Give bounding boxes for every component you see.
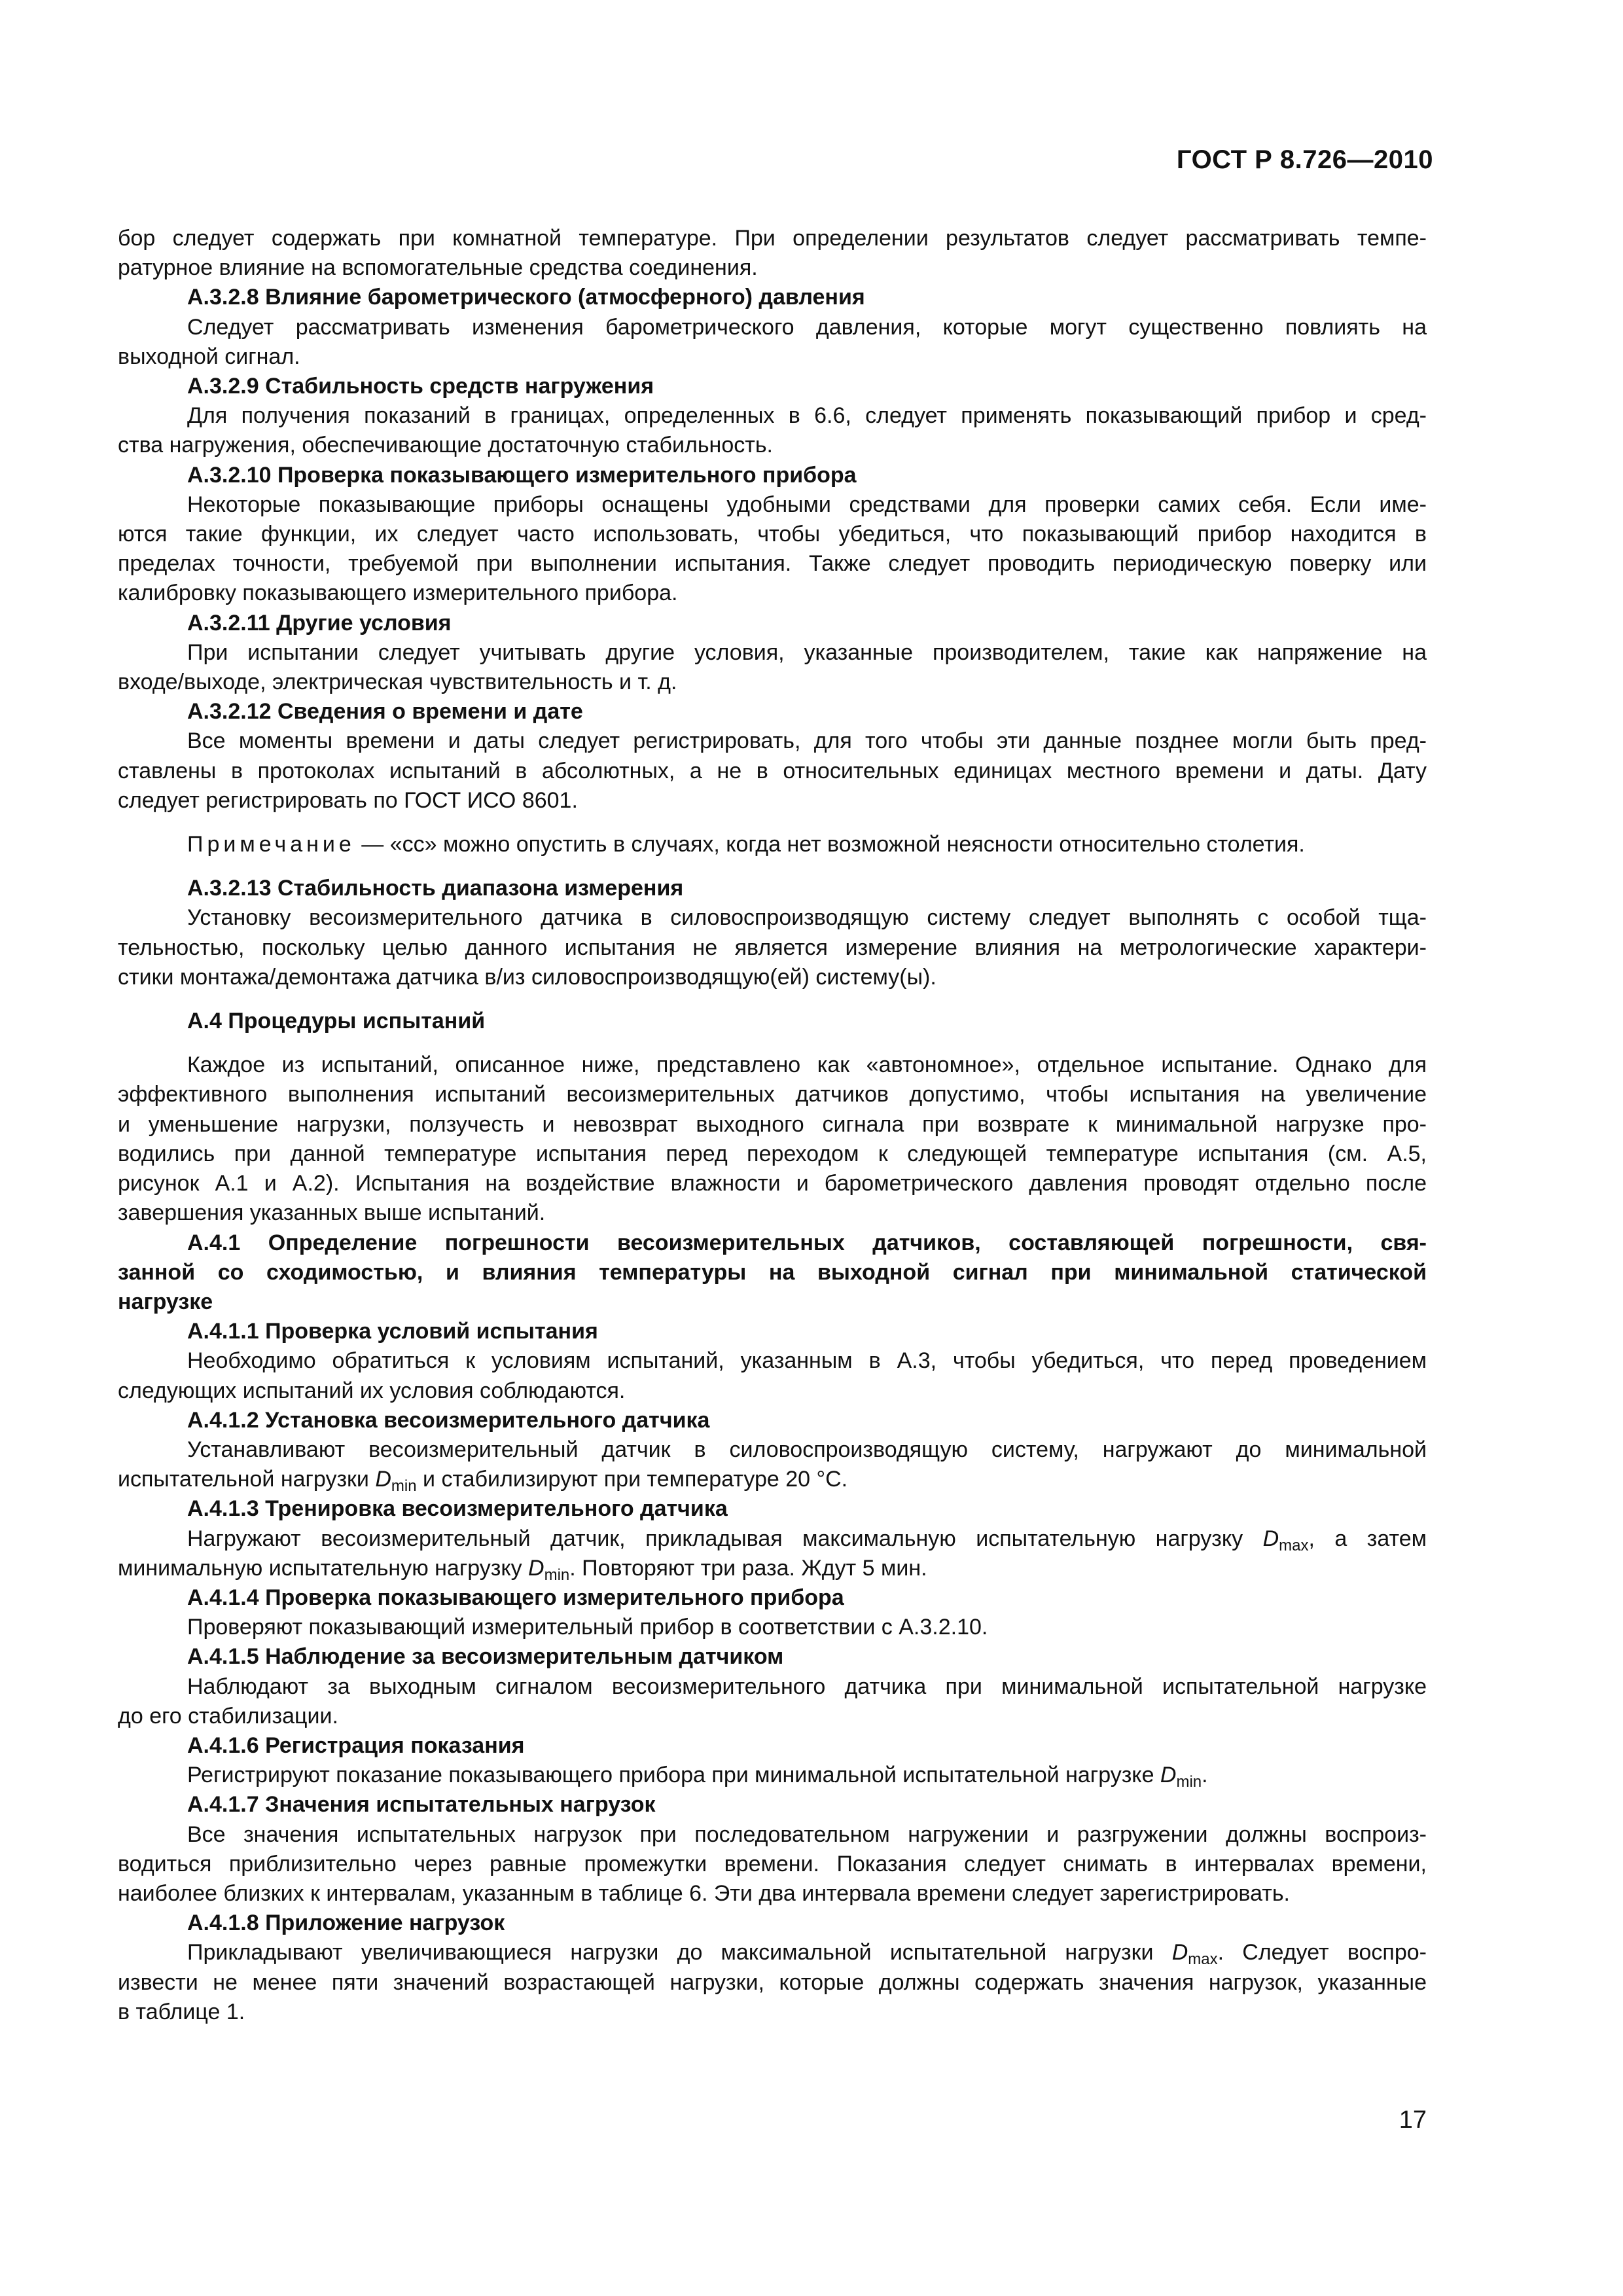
section-heading: А.4.1 Определение погрешности весоизмерительных датчиков, составляющей погрешности, свя- xyxy=(187,1230,1427,1255)
body-line: Каждое из испытаний, описанное ниже, представлено как «автономное», отдельное испытание. Однако для xyxy=(187,1052,1427,1078)
text-fragment: Регистрируют показание показывающего прибора при минимальной испытательной нагрузке xyxy=(187,1763,1160,1788)
body-line: ставлены в протоколах испытаний в абсолютных, а не в относительных единицах местного времени и даты. Дату xyxy=(118,758,1427,783)
section-heading: А.3.2.9 Стабильность средств нагружения xyxy=(187,374,654,399)
section-heading: А.4.1.1 Проверка условий испытания xyxy=(187,1319,598,1344)
body-line xyxy=(118,1465,1427,1494)
body-line: входе/выходе, электрическая чувствительность и т. д. xyxy=(118,670,677,695)
section-heading: А.4.1.6 Регистрация показания xyxy=(187,1732,525,1758)
text-fragment: . xyxy=(1202,1763,1208,1788)
symbol-d: D xyxy=(1171,1940,1188,1965)
body-line: Для получения показаний в границах, определенных в 6.6, следует применять показывающий прибор и сред- xyxy=(187,403,1427,429)
body-line: Устанавливают весоизмерительный датчик в силовоспроизводящую систему, нагружают до минимальной xyxy=(187,1437,1427,1462)
body-line: Наблюдают за выходным сигналом весоизмерительного датчика при минимальной испытательной нагрузке xyxy=(187,1674,1427,1699)
subscript-max: max xyxy=(1279,1536,1309,1554)
text-fragment: и стабилизируют при температуре 20 °С. xyxy=(416,1467,848,1492)
section-heading: А.4 Процедуры испытаний xyxy=(187,1009,486,1034)
body-line: в таблице 1. xyxy=(118,1999,245,2024)
text-fragment: , а затем xyxy=(1308,1526,1427,1551)
symbol-d: D xyxy=(375,1467,391,1492)
symbol-d: D xyxy=(1262,1526,1279,1551)
body-line: тельностью, поскольку целью данного испытания не является измерение влияния на метрологические характери- xyxy=(118,935,1427,960)
body-line: Следует рассматривать изменения барометрического давления, которые могут существенно повлиять на xyxy=(187,314,1427,340)
body-line xyxy=(118,1938,1427,1967)
section-heading: А.4.1.3 Тренировка весоизмерительного датчика xyxy=(187,1496,728,1522)
body-line: Все моменты времени и даты следует регистрировать, для того чтобы эти данные позднее могли быть пред- xyxy=(187,728,1427,754)
body-line: Некоторые показывающие приборы оснащены удобными средствами для проверки самих себя. Если име- xyxy=(187,492,1427,517)
subscript-min: min xyxy=(1176,1773,1202,1791)
body-line: Необходимо обратиться к условиям испытаний, указанным в А.3, чтобы убедиться, что перед проведением xyxy=(187,1348,1427,1374)
section-heading: А.4.1.2 Установка весоизмерительного датчика xyxy=(187,1407,710,1433)
text-fragment: . Повторяют три раза. Ждут 5 мин. xyxy=(569,1555,927,1581)
body-line: ратурное влияние на вспомогательные средства соединения. xyxy=(118,255,758,281)
body-line: и уменьшение нагрузки, ползучесть и невозврат выходного сигнала при возврате к минимальной нагрузке про- xyxy=(118,1111,1427,1137)
section-heading: занной со сходимостью, и влияния температуры на выходной сигнал при минимальной статической xyxy=(118,1259,1427,1285)
body-line: водились при данной температуре испытания перед переходом к следующей температуре испытания (см. А.5, xyxy=(118,1141,1427,1166)
body-line: следующих испытаний их условия соблюдаются. xyxy=(118,1378,626,1403)
text-fragment: . Следует воспро- xyxy=(1217,1940,1427,1965)
body-text xyxy=(118,224,1427,2027)
body-line: эффективного выполнения испытаний весоизмерительных датчиков допустимо, чтобы испытания на увеличение xyxy=(118,1082,1427,1107)
body-line: ства нагружения, обеспечивающие достаточную стабильность. xyxy=(118,433,773,458)
section-heading: А.3.2.13 Стабильность диапазона измерения xyxy=(187,876,684,901)
section-heading: А.3.2.11 Другие условия xyxy=(187,610,452,636)
body-line: наиболее близких к интервалам, указанным в таблице 6. Эти два интервала времени следует зарегистрировать. xyxy=(118,1880,1290,1906)
body-line: калибровку показывающего измерительного прибора. xyxy=(118,581,678,606)
body-line: ются такие функции, их следует часто использовать, чтобы убедиться, что показывающий прибор находится в xyxy=(118,522,1427,547)
section-heading: А.4.1.8 Приложение нагрузок xyxy=(187,1910,505,1936)
section-heading: А.4.1.4 Проверка показывающего измерительного прибора xyxy=(187,1585,844,1610)
body-line: Все значения испытательных нагрузок при последовательном нагружении и разгружении должны воспроиз- xyxy=(187,1821,1427,1847)
symbol-d: D xyxy=(1160,1763,1177,1788)
text-fragment: минимальную испытательную нагрузку xyxy=(118,1555,529,1581)
body-line xyxy=(118,1761,1427,1790)
body-line: извести не менее пяти значений возрастающей нагрузки, которые должны содержать значения нагрузок, указанные xyxy=(118,1969,1427,1995)
body-line: При испытании следует учитывать другие условия, указанные производителем, такие как напряжение на xyxy=(187,639,1427,665)
body-line: Проверяют показывающий измерительный прибор в соответствии с А.3.2.10. xyxy=(187,1615,988,1640)
section-heading: А.3.2.8 Влияние барометрического (атмосферного) давления xyxy=(187,285,865,310)
body-line: до его стабилизации. xyxy=(118,1703,338,1729)
body-line: бор следует содержать при комнатной температуре. При определении результатов следует рассматривать темпе- xyxy=(118,226,1427,251)
subscript-min: min xyxy=(544,1566,570,1584)
body-line: водиться приблизительно через равные промежутки времени. Показания следует снимать в интервалах времени, xyxy=(118,1851,1427,1876)
subscript-max: max xyxy=(1188,1950,1218,1969)
body-line xyxy=(118,1524,1427,1554)
body-line: выходной сигнал. xyxy=(118,344,300,369)
symbol-d: D xyxy=(528,1555,544,1581)
section-heading: А.3.2.10 Проверка показывающего измерительного прибора xyxy=(187,462,857,488)
section-heading: А.4.1.5 Наблюдение за весоизмерительным датчиком xyxy=(187,1644,784,1670)
body-line: завершения указанных выше испытаний. xyxy=(118,1200,546,1226)
text-fragment: испытательной нагрузки xyxy=(118,1467,376,1492)
section-heading: А.4.1.7 Значения испытательных нагрузок xyxy=(187,1792,656,1818)
text-fragment: Нагружают весоизмерительный датчик, прикладывая максимальную испытательную нагрузку xyxy=(187,1526,1263,1551)
page-number: 17 xyxy=(1399,2106,1427,2134)
body-line: пределах точности, требуемой при выполнении испытания. Также следует проводить периодическую поверку или xyxy=(118,551,1427,577)
body-line: рисунок А.1 и А.2). Испытания на воздействие влажности и барометрического давления проводят отдельно после xyxy=(118,1171,1427,1196)
section-heading: А.3.2.12 Сведения о времени и дате xyxy=(187,699,583,725)
text-fragment: Прикладывают увеличивающиеся нагрузки до максимальной испытательной нагрузки xyxy=(187,1940,1172,1965)
body-line xyxy=(118,1554,1427,1583)
note-text: — «сс» можно опустить в случаях, когда нет возможной неясности относительно столетия. xyxy=(355,832,1305,857)
body-line: Установку весоизмерительного датчика в силовоспроизводящую систему следует выполнять с особой тща- xyxy=(187,905,1427,931)
body-line: стики монтажа/демонтажа датчика в/из силовоспроизводящую(ей) систему(ы). xyxy=(118,964,936,990)
subscript-min: min xyxy=(391,1477,417,1496)
section-heading: нагрузке xyxy=(118,1289,213,1314)
note xyxy=(118,830,1427,859)
note-label: Примечание xyxy=(187,832,355,857)
body-line: следует регистрировать по ГОСТ ИСО 8601. xyxy=(118,787,578,813)
document-code-header: ГОСТ Р 8.726—2010 xyxy=(1176,145,1433,174)
